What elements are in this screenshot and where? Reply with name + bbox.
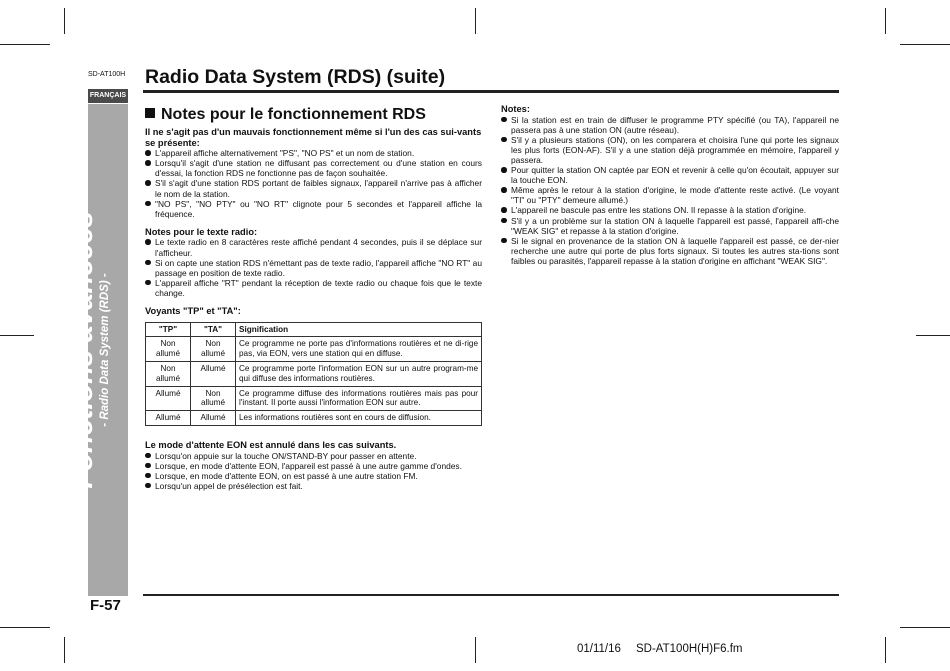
list-item: S'il y a un problème sur la station ON à laquelle l'appareil est passé, l'appareil affi-che "WEAK SIG" et repasse à la station d'origine. bbox=[501, 216, 839, 236]
bullet-icon bbox=[145, 453, 151, 459]
table-cell: Non allumé bbox=[146, 337, 191, 362]
left-column bbox=[145, 104, 482, 491]
text-radio-heading: Notes pour le texte radio: bbox=[145, 226, 258, 237]
table-cell: Allumé bbox=[191, 361, 236, 386]
indicators-heading: Voyants "TP" et "TA": bbox=[145, 306, 241, 316]
bullet-icon bbox=[501, 137, 507, 143]
table-row bbox=[146, 361, 482, 386]
bullet-icon bbox=[145, 463, 151, 469]
column-header: "TP" bbox=[146, 322, 191, 337]
crop-mark bbox=[900, 44, 950, 45]
indicators-table bbox=[145, 322, 482, 426]
list-item: Le texte radio en 8 caractères reste affiché pendant 4 secondes, puis il se déplace sur l'afficheur. bbox=[145, 237, 482, 257]
column-header: Signification bbox=[236, 322, 482, 337]
bullet-icon bbox=[145, 150, 151, 156]
list-item: Lorsque, en mode d'attente EON, on est passé à une autre station FM. bbox=[145, 471, 482, 481]
table-cell: Ce programme ne porte pas d'informations routières et ne di-rige pas, via EON, vers une station qui en diffuse. bbox=[236, 337, 482, 362]
bottom-rule bbox=[143, 594, 839, 596]
intro-list bbox=[145, 148, 482, 219]
bullet-icon bbox=[145, 239, 151, 245]
section-title bbox=[145, 104, 482, 126]
list-item: L'appareil ne bascule pas entre les stations ON. Il repasse à la station d'origine. bbox=[501, 205, 839, 215]
footer-date: 01/11/16 bbox=[577, 643, 621, 655]
list-item: S'il y a plusieurs stations (ON), on les comparera et choisira l'une qui porte les signaux les plus forts (EON-AF). S'il y a une station déjà programmée en mémoire, l'appareil y passera. bbox=[501, 135, 839, 165]
list-item: L'appareil affiche alternativement "PS", "NO PS" et un nom de station. bbox=[145, 148, 482, 158]
table-cell: Les informations routières sont en cours de diffusion. bbox=[236, 411, 482, 426]
table-row bbox=[146, 337, 482, 362]
notes-heading: Notes: bbox=[501, 104, 530, 114]
table-cell: Ce programme porte l'information EON sur un autre program-me qui diffuse des informations routières. bbox=[236, 361, 482, 386]
bullet-icon bbox=[145, 180, 151, 186]
table-header-row bbox=[146, 322, 482, 337]
crop-mark bbox=[0, 335, 34, 336]
table-cell: Ce programme diffuse des informations routières mais pas pour l'instant. Il porte aussi l'information EON sur autre. bbox=[236, 386, 482, 411]
square-bullet-icon bbox=[145, 108, 155, 118]
list-item: Lorsqu'il s'agit d'une station ne diffusant pas correctement ou d'une station en cours d'essai, la fonction RDS ne fonctionne pas de façon souhaitée. bbox=[145, 158, 482, 178]
crop-mark bbox=[475, 637, 476, 663]
table-cell: Allumé bbox=[146, 386, 191, 411]
section-title-text: Notes pour le fonctionnement RDS bbox=[161, 106, 426, 123]
list-item: Lorsque, en mode d'attente EON, l'appareil est passé à une autre gamme d'ondes. bbox=[145, 461, 482, 471]
bullet-icon bbox=[501, 218, 507, 224]
bullet-icon bbox=[145, 260, 151, 266]
notes-list bbox=[501, 115, 839, 266]
column-header: "TA" bbox=[191, 322, 236, 337]
intro-heading: Il ne s'agit pas d'un mauvais fonctionnement même si l'un des cas sui-vants se présente: bbox=[145, 127, 482, 148]
model-label: SD-AT100H bbox=[88, 71, 126, 78]
language-tab: FRANÇAIS bbox=[88, 89, 128, 103]
table-cell: Non allumé bbox=[146, 361, 191, 386]
crop-mark bbox=[885, 637, 886, 663]
bullet-icon bbox=[145, 483, 151, 489]
bullet-icon bbox=[501, 238, 507, 244]
footer-filename: SD-AT100H(H)F6.fm bbox=[636, 643, 743, 655]
crop-mark bbox=[475, 8, 476, 34]
crop-mark bbox=[64, 8, 65, 34]
crop-mark bbox=[64, 637, 65, 663]
eon-heading: Le mode d'attente EON est annulé dans les cas suivants. bbox=[145, 439, 397, 450]
bullet-icon bbox=[145, 160, 151, 166]
bullet-icon bbox=[501, 167, 507, 173]
side-title: Fonctions avancées bbox=[67, 211, 99, 489]
bullet-icon bbox=[501, 187, 507, 193]
text-radio-list bbox=[145, 237, 482, 298]
right-column bbox=[501, 104, 839, 266]
bullet-icon bbox=[145, 201, 151, 207]
list-item: Si la station est en train de diffuser le programme PTY spécifié (ou TA), l'appareil ne passera pas à une station ON (autre réseau). bbox=[501, 115, 839, 135]
list-item: Même après le retour à la station d'origine, le mode d'attente reste activé. (Le voyant "TI" ou "PTY" demeure allumé.) bbox=[501, 185, 839, 205]
crop-mark bbox=[0, 44, 50, 45]
table-cell: Allumé bbox=[191, 411, 236, 426]
page-title: Radio Data System (RDS) (suite) bbox=[145, 66, 446, 88]
list-item: Lorsqu'on appuie sur la touche ON/STAND-BY pour passer en attente. bbox=[145, 451, 482, 461]
side-heading bbox=[68, 170, 148, 530]
table-cell: Non allumé bbox=[191, 337, 236, 362]
list-item: Si on capte une station RDS n'émettant pas de texte radio, l'appareil affiche "NO RT" au passage en position de texte radio. bbox=[145, 258, 482, 278]
side-subtitle: - Radio Data System (RDS) - bbox=[99, 273, 111, 427]
table-cell: Non allumé bbox=[191, 386, 236, 411]
eon-list bbox=[145, 451, 482, 491]
bullet-icon bbox=[145, 280, 151, 286]
crop-mark bbox=[0, 627, 50, 628]
list-item: S'il s'agit d'une station RDS portant de faibles signaux, l'appareil n'arrive pas à afficher le nom de la station. bbox=[145, 178, 482, 198]
crop-mark bbox=[916, 335, 950, 336]
list-item: Lorsqu'un appel de présélection est fait. bbox=[145, 481, 482, 491]
title-rule bbox=[143, 90, 839, 93]
bullet-icon bbox=[145, 473, 151, 479]
list-item: L'appareil affiche "RT" pendant la réception de texte radio ou chaque fois que le texte change. bbox=[145, 278, 482, 298]
page-number: F-57 bbox=[90, 597, 121, 614]
crop-mark bbox=[885, 8, 886, 34]
bullet-icon bbox=[501, 117, 507, 123]
table-cell: Allumé bbox=[146, 411, 191, 426]
list-item: Si le signal en provenance de la station ON à laquelle l'appareil est passé, ce der-nier recherche une autre qui porte de plus forts signaux. Si toutes les autres sta-tions sont faibles ou parasités, l'appareil repasse à la station d'origine en affichant "WEAK SIG". bbox=[501, 236, 839, 266]
crop-mark bbox=[900, 627, 950, 628]
bullet-icon bbox=[501, 207, 507, 213]
list-item: Pour quitter la station ON captée par EON et revenir à celle qu'on écoutait, appuyer sur la touche EON. bbox=[501, 165, 839, 185]
list-item: "NO PS", "NO PTY" ou "NO RT" clignote pour 5 secondes et l'appareil affiche la fréquence. bbox=[145, 199, 482, 219]
table-row bbox=[146, 411, 482, 426]
table-row bbox=[146, 386, 482, 411]
